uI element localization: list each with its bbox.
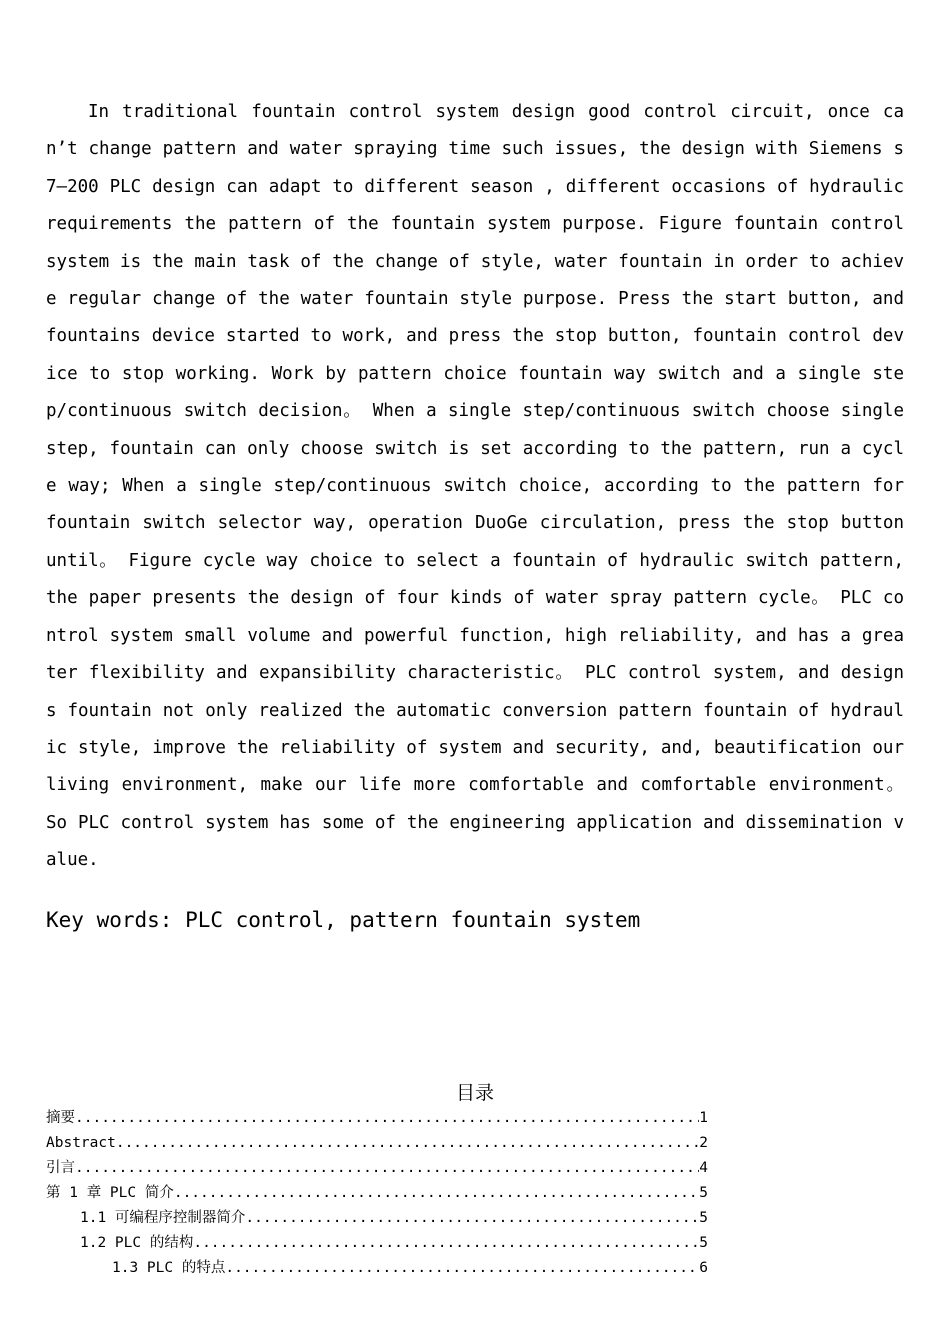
toc-entry-page: 4: [699, 1160, 708, 1176]
toc-entry-label: 引言: [46, 1160, 75, 1176]
toc-entry-section-1-2[interactable]: [80, 1231, 708, 1256]
toc-entry-abstract-cn[interactable]: [46, 1106, 708, 1131]
toc-entry-section-1-3[interactable]: [112, 1256, 708, 1281]
toc-dot-leader: [116, 1131, 699, 1156]
toc-entry-page: 6: [699, 1260, 708, 1276]
toc-dot-leader: [225, 1256, 699, 1281]
toc-entry-page: 2: [699, 1135, 708, 1151]
toc-entry-page: 5: [699, 1210, 708, 1226]
toc-dot-leader: [245, 1206, 699, 1231]
toc-entry-label: 1.2 PLC 的结构: [80, 1235, 194, 1251]
table-of-contents: [0, 1106, 950, 1281]
toc-entry-chapter-1[interactable]: [46, 1181, 708, 1206]
keywords-line: Key words: PLC control, pattern fountain system: [46, 908, 641, 932]
toc-entry-label: 1.3 PLC 的特点: [112, 1260, 226, 1276]
toc-entry-abstract-en[interactable]: [46, 1131, 708, 1156]
toc-dot-leader: [75, 1106, 699, 1131]
toc-entry-page: 5: [699, 1235, 708, 1251]
toc-title: 目录: [455, 1082, 494, 1104]
toc-dot-leader: [174, 1181, 699, 1206]
toc-entry-section-1-1[interactable]: [80, 1206, 708, 1231]
toc-entry-label: 1.1 可编程序控制器简介: [80, 1210, 246, 1226]
toc-dot-leader: [75, 1156, 699, 1181]
toc-entry-label: 第 1 章 PLC 简介: [46, 1185, 174, 1201]
toc-dot-leader: [193, 1231, 699, 1256]
toc-entry-label: 摘要: [46, 1110, 75, 1126]
toc-entry-label: Abstract: [46, 1135, 116, 1151]
toc-entry-page: 1: [699, 1110, 708, 1126]
toc-entry-page: 5: [699, 1185, 708, 1201]
toc-entry-introduction[interactable]: [46, 1156, 708, 1181]
abstract-paragraph: In traditional fountain control system design good control circuit, once can’t change pattern and water spraying time such issues, the design with Siemens s7—200 PLC design can adapt to different season , different occasions of hydraulic requirements the pattern of the fountain system purpose. Figure fountain control system is the main task of the change of style, water fountain in order to achieve regular change of the water fountain style purpose. Press the start button, and fountains device started to work, and press the stop button, fountain control device to stop working. Work by pattern choice fountain way switch and a single step/continuous switch decision。 When a single step/continuous switch choose single step, fountain can only choose switch is set according to the pattern, run a cycle way; When a single step/continuous switch choice, according to the pattern for fountain switch selector way, operation DuoGe circulation, press the stop button until。 Figure cycle way choice to select a fountain of hydraulic switch pattern, the paper presents the design of four kinds of water spray pattern cycle。 PLC control system small volume and powerful function, high reliability, and has a greater flexibility and expansibility characteristic。 PLC control system, and designs fountain not only realized the automatic conversion pattern fountain of hydraulic style, improve the reliability of system and security, and, beautification our living environment, make our life more comfortable and comfortable environment。 So PLC control system has some of the engineering application and dissemination value.: [46, 102, 904, 871]
